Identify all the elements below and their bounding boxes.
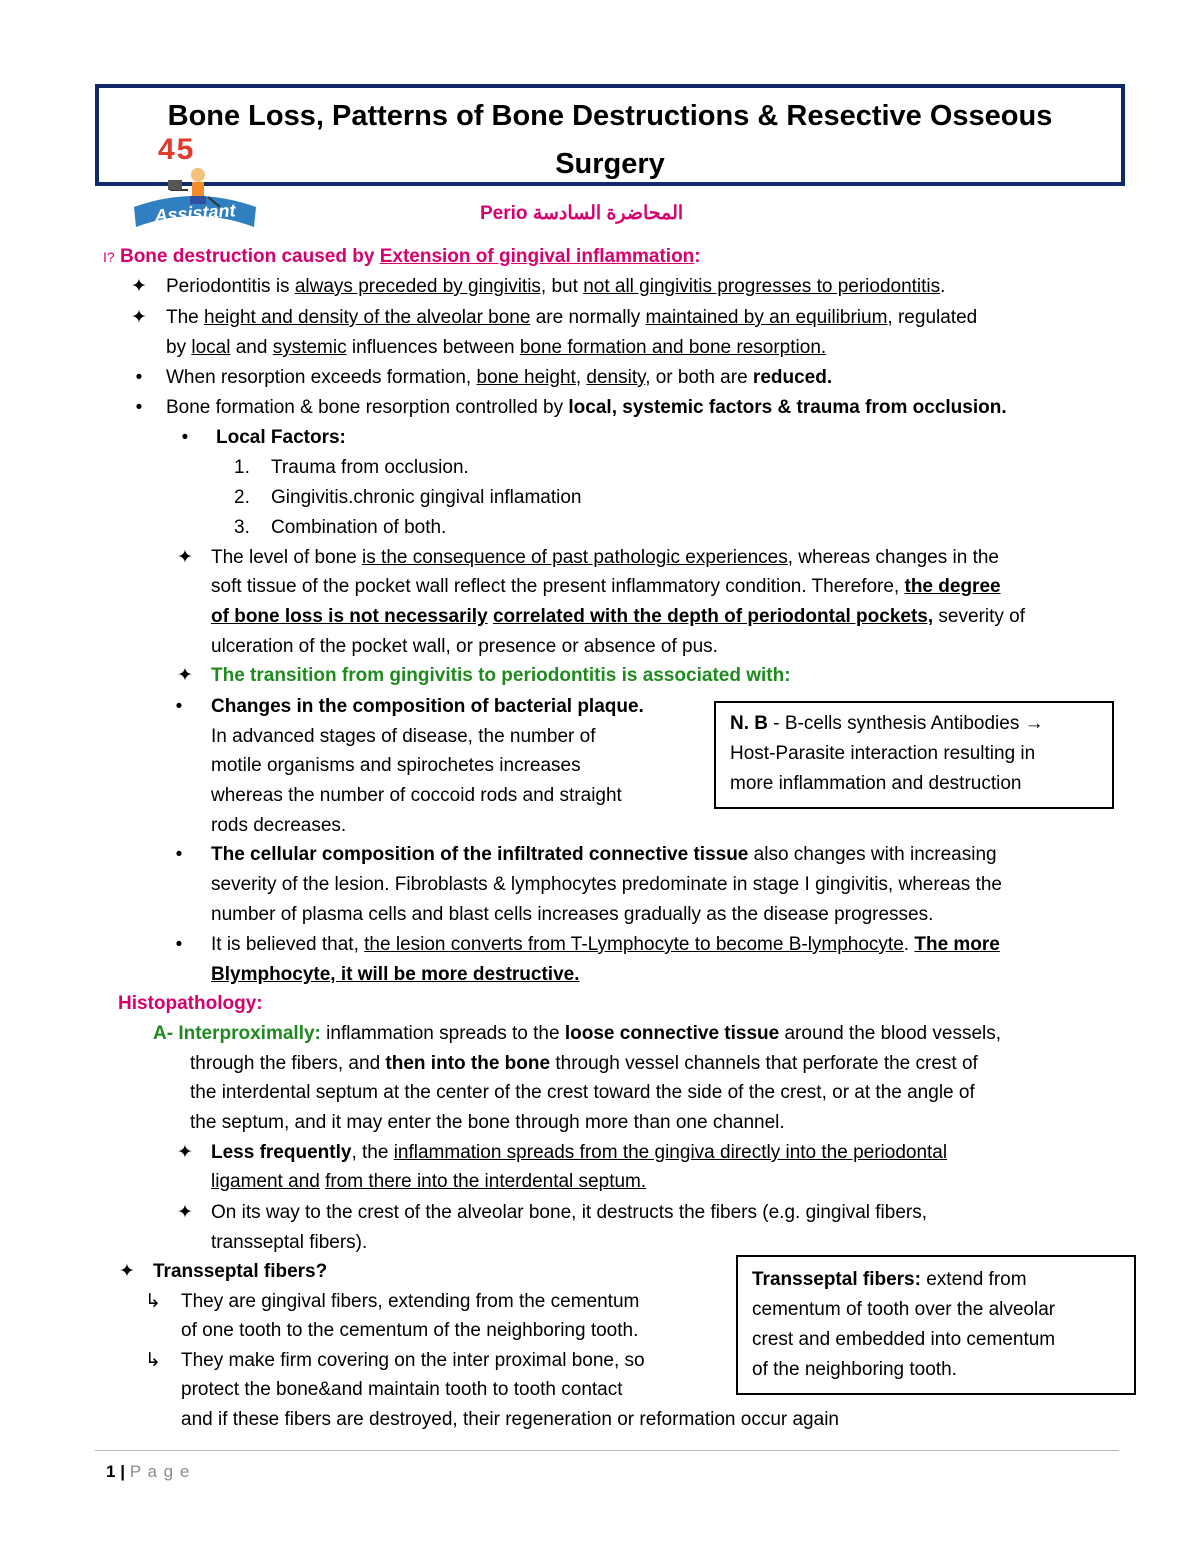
- section-heading-1: I? Bone destruction caused by Extension of gingival inflammation:: [103, 246, 701, 267]
- local-factors-heading: Local Factors:: [216, 427, 346, 448]
- ts-box-line3: crest and embedded into cementum: [752, 1329, 1056, 1350]
- histo-a-line2: through the fibers, and then into the bone through vessel channels that perforate the crest of: [190, 1053, 978, 1074]
- page-title-line2: Surgery: [555, 148, 665, 180]
- logo-word: Assistant: [153, 200, 237, 226]
- nb-line3: more inflammation and destruction: [730, 773, 1022, 794]
- dot-bullet-icon: •: [135, 397, 143, 418]
- star-bullet-icon: ✦: [177, 1142, 193, 1163]
- list-item: Trauma from occlusion.: [271, 457, 469, 478]
- dot-bullet-icon: •: [181, 427, 189, 448]
- list-number: 1.: [234, 457, 250, 478]
- c2-line3: number of plasma cells and blast cells increases gradually as the disease progresses.: [211, 904, 934, 925]
- paragraph-p2-line2: by local and systemic influences between bone formation and bone resorption.: [166, 337, 827, 358]
- c2-line2: severity of the lesion. Fibroblasts & lymphocytes predominate in stage I gingivitis, whereas the: [211, 874, 1002, 895]
- transseptal-item2-line2: protect the bone&and maintain tooth to tooth contact: [181, 1379, 623, 1400]
- assistant-logo: [130, 135, 260, 240]
- c1-line: motile organisms and spirochetes increases: [211, 755, 581, 776]
- c1-line: In advanced stages of disease, the number of: [211, 726, 596, 747]
- paragraph-p5-line2: soft tissue of the pocket wall reflect the present inflammatory condition. Therefore, the degree: [211, 576, 1001, 597]
- histo-a-line1: A- Interproximally: inflammation spreads to the loose connective tissue around the blood vessels,: [153, 1023, 1002, 1044]
- star-bullet-icon: ✦: [131, 276, 147, 297]
- nb-line2: Host-Parasite interaction resulting in: [730, 743, 1036, 764]
- paragraph-p4: Bone formation & bone resorption controlled by local, systemic factors & trauma from occlusion.: [166, 397, 1007, 418]
- page-word: P a g e: [129, 1462, 191, 1481]
- c2-line1: The cellular composition of the infiltrated connective tissue also changes with increasing: [211, 844, 997, 865]
- transseptal-box: [736, 1255, 1136, 1395]
- star-bullet-icon: ✦: [119, 1261, 135, 1282]
- c1-heading: Changes in the composition of bacterial plaque.: [211, 696, 644, 717]
- list-item: Gingivitis.chronic gingival inflamation: [271, 487, 582, 508]
- page-footer: 1 | P a g e: [106, 1462, 191, 1481]
- star-bullet-icon: ✦: [177, 1202, 193, 1223]
- page-number: 1: [106, 1462, 116, 1481]
- list-number: 3.: [234, 517, 250, 538]
- transseptal-item2-line3: and if these fibers are destroyed, their regeneration or reformation occur again: [181, 1409, 839, 1430]
- paragraph-p2-line1: The height and density of the alveolar bone are normally maintained by an equilibrium, regulated: [166, 307, 978, 328]
- histo-ow-line1: On its way to the crest of the alveolar bone, it destructs the fibers (e.g. gingival fibers,: [211, 1202, 928, 1223]
- histo-lf-line2: ligament and from there into the interdental septum.: [211, 1171, 647, 1192]
- paragraph-p1: Periodontitis is always preceded by gingivitis, but not all gingivitis progresses to periodontitis.: [166, 276, 946, 297]
- dot-bullet-icon: •: [175, 696, 183, 717]
- dot-bullet-icon: •: [175, 844, 183, 865]
- logo-number: 45: [158, 133, 196, 166]
- ts-box-line2: cementum of tooth over the alveolar: [752, 1299, 1056, 1320]
- page-title-line1: Bone Loss, Patterns of Bone Destructions & Resective Osseous: [167, 100, 1053, 132]
- transseptal-item1-line1: They are gingival fibers, extending from the cementum: [181, 1291, 640, 1312]
- arrow-bullet-icon: ↳: [145, 1291, 161, 1312]
- star-bullet-icon: ✦: [131, 307, 147, 328]
- dot-bullet-icon: •: [135, 367, 143, 388]
- lecture-subtitle: Perio المحاضرة السادسة: [480, 203, 684, 224]
- paragraph-p5-line1: The level of bone is the consequence of past pathologic experiences, whereas changes in the: [211, 547, 999, 568]
- transseptal-heading: Transseptal fibers?: [153, 1261, 328, 1282]
- star-bullet-icon: ✦: [177, 547, 193, 568]
- transseptal-item1-line2: of one tooth to the cementum of the neighboring tooth.: [181, 1320, 639, 1341]
- list-number: 2.: [234, 487, 250, 508]
- star-bullet-icon: ✦: [177, 665, 193, 686]
- transition-heading: The transition from gingivitis to periodontitis is associated with:: [211, 665, 791, 686]
- paragraph-p5-line3: of bone loss is not necessarily correlated with the depth of periodontal pockets, severity of: [211, 606, 1026, 627]
- c1-line: whereas the number of coccoid rods and straight: [211, 785, 622, 806]
- histopathology-heading: Histopathology:: [118, 993, 263, 1014]
- c3-line2: Blymphocyte, it will be more destructive.: [211, 964, 580, 985]
- list-item: Combination of both.: [271, 517, 447, 538]
- c3-line1: It is believed that, the lesion converts from T-Lymphocyte to become B-lymphocyte. The more: [211, 934, 1000, 955]
- ts-box-line4: of the neighboring tooth.: [752, 1359, 957, 1380]
- arrow-bullet-icon: ↳: [145, 1350, 161, 1371]
- histo-a-line3: the interdental septum at the center of the crest toward the side of the crest, or at the angle of: [190, 1082, 975, 1103]
- histo-a-line4: the septum, and it may enter the bone through more than one channel.: [190, 1112, 785, 1133]
- ts-box-line1: Transseptal fibers: extend from: [752, 1269, 1027, 1290]
- paragraph-p5-line4: ulceration of the pocket wall, or presence or absence of pus.: [211, 636, 718, 657]
- nb-line1: N. B - B-cells synthesis Antibodies →: [730, 713, 1044, 734]
- transseptal-item2-line1: They make firm covering on the inter proximal bone, so: [181, 1350, 645, 1371]
- nb-box: [714, 701, 1114, 809]
- histo-ow-line2: transseptal fibers).: [211, 1232, 368, 1253]
- paragraph-p3: When resorption exceeds formation, bone height, density, or both are reduced.: [166, 367, 833, 388]
- section-marker: I?: [103, 249, 115, 265]
- footer-divider: [95, 1450, 1119, 1451]
- histo-lf-line1: Less frequently, the inflammation spreads from the gingiva directly into the periodontal: [211, 1142, 948, 1163]
- dot-bullet-icon: •: [175, 934, 183, 955]
- c1-line: rods decreases.: [211, 815, 347, 836]
